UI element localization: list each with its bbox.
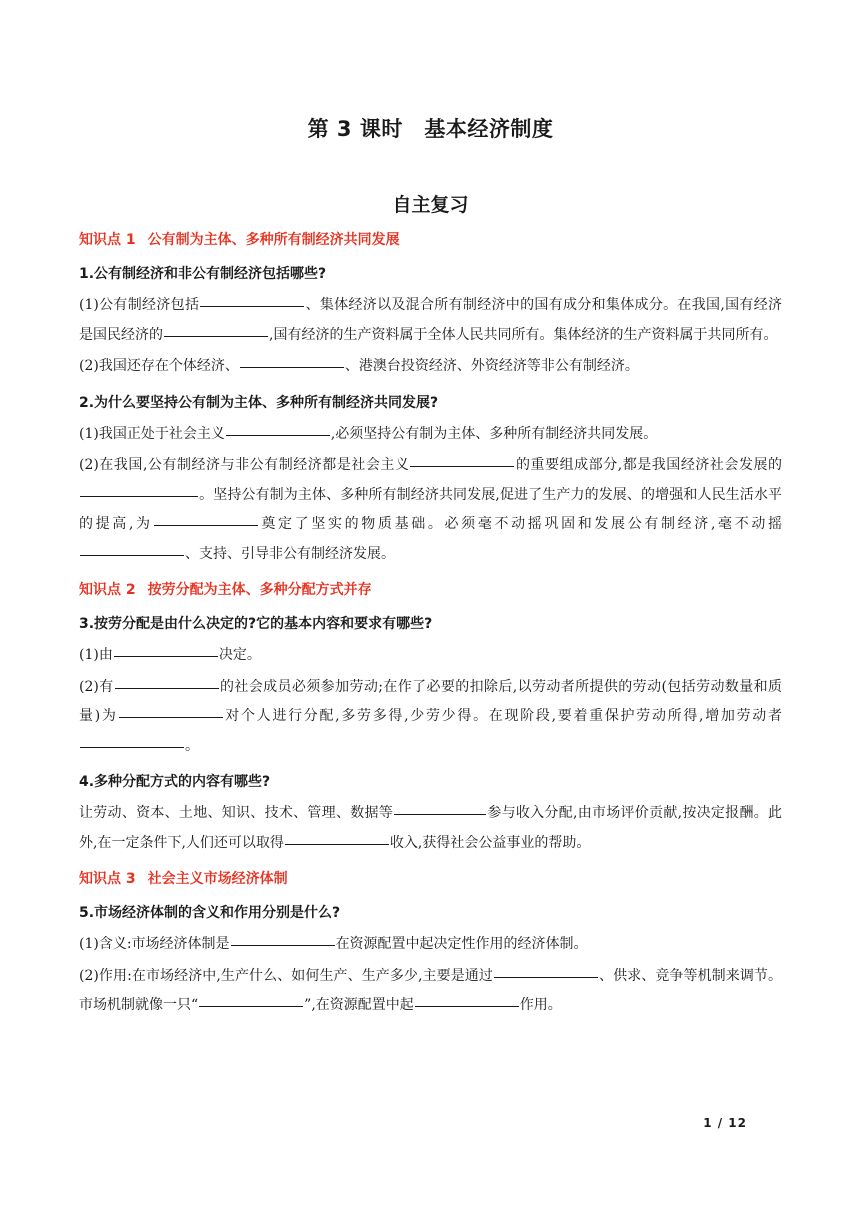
text-segment: (2)我国还存在个体经济、 — [79, 358, 239, 374]
fill-blank[interactable] — [80, 746, 184, 748]
question-2: 2.为什么要坚持公有制为主体、多种所有制经济共同发展? — [79, 394, 439, 411]
fill-blank[interactable] — [199, 1005, 303, 1007]
question-4: 4.多种分配方式的内容有哪些? — [79, 774, 271, 790]
text-segment: 奠定了坚实的物质基础。必须毫不动摇巩固和发展公有制经济,毫不动摇 — [258, 516, 783, 532]
answer-paragraph — [79, 641, 782, 671]
answer-paragraph — [79, 420, 782, 450]
text-segment: ,必须坚持公有制为主体、多种所有制经济共同发展。 — [330, 425, 658, 442]
kp-text: 公有制为主体、多种所有制经济共同发展 — [147, 232, 400, 248]
text-segment: (2)在我国,公有制经济与非公有制经济都是社会主义 — [79, 457, 410, 473]
text-segment: (1)含义:市场经济体制是 — [79, 936, 230, 952]
text-segment: 作用。 — [519, 997, 562, 1013]
text-segment: 的社会成员必须参加劳动;在作了必要的扣除后,以劳动者所提供的劳动(包括劳动数量和质量)为 — [79, 678, 782, 724]
text-segment: 、集体经济以及混合所有制经济中的国有成分和集体成分。在我国,国有经济是国民经济的 — [79, 297, 782, 343]
question-1: 1.公有制经济和非公有制经济包括哪些? — [79, 266, 327, 282]
answer-paragraph — [79, 930, 782, 960]
page-number: 1 / 12 — [703, 1116, 747, 1130]
answer-paragraph — [79, 962, 782, 1021]
fill-blank[interactable] — [285, 843, 389, 845]
text-segment: 对个人进行分配,多劳多得,少劳少得。在现阶段,要着重保护劳动所得,增加劳动者 — [223, 708, 782, 724]
answer-paragraph — [79, 451, 782, 569]
lesson-title: 第 3 课时 基本经济制度 — [307, 117, 554, 141]
kp-text: 按劳分配为主体、多种分配方式并存 — [147, 582, 372, 598]
fill-blank[interactable] — [115, 687, 219, 689]
fill-blank[interactable] — [80, 495, 198, 497]
fill-blank[interactable] — [394, 813, 486, 815]
fill-blank[interactable] — [164, 335, 268, 337]
kp-number: 知识点 2 — [79, 582, 136, 598]
fill-blank[interactable] — [410, 465, 514, 467]
fill-blank[interactable] — [154, 524, 258, 526]
text-segment: 在资源配置中起决定性作用的经济体制。 — [335, 936, 588, 952]
text-segment: 、港澳台投资经济、外资经济等非公有制经济。 — [344, 358, 639, 374]
text-segment: (1)公有制经济包括 — [79, 297, 200, 313]
text-segment: (1)我国正处于社会主义 — [79, 425, 225, 442]
text-segment: 、支持、引导非公有制经济发展。 — [185, 545, 395, 562]
text-segment: 。 — [185, 737, 199, 754]
text-segment: 的重要组成部分,都是我国经济社会发展的 — [515, 457, 783, 473]
knowledge-point-1 — [79, 227, 782, 253]
fill-blank[interactable] — [231, 944, 335, 946]
text-segment: 参与收入分配,由市场评价贡献,按决定报酬。此外,在一定条件下,人们还可以取得 — [79, 805, 782, 851]
knowledge-point-2 — [79, 577, 782, 603]
text-segment: 决定。 — [218, 647, 261, 663]
fill-blank[interactable] — [240, 366, 344, 368]
text-segment: (1)由 — [79, 647, 113, 663]
fill-blank[interactable] — [415, 1005, 519, 1007]
fill-blank[interactable] — [226, 434, 330, 436]
kp-number: 知识点 3 — [79, 871, 136, 887]
fill-blank[interactable] — [119, 716, 223, 718]
text-segment: 。坚持公有制为主体、多种所有制经济共同发展,促进了生产力的发展、 — [199, 486, 642, 503]
answer-paragraph — [79, 673, 782, 762]
fill-blank[interactable] — [494, 976, 598, 978]
text-segment: 的增强和人民生活水平的提高,为 — [79, 486, 783, 532]
kp-number: 知识点 1 — [79, 232, 136, 248]
text-segment: ”,在资源配置中起 — [304, 997, 414, 1013]
question-3: 3.按劳分配是由什么决定的?它的基本内容和要求有哪些? — [79, 616, 433, 632]
answer-paragraph — [79, 352, 782, 382]
text-segment: 收入,获得社会公益事业的帮助。 — [389, 834, 591, 851]
text-segment: ,国有经济的生产资料属于全体人民共同所有。集体经济的生产资料属于共同所有。 — [269, 326, 778, 343]
fill-blank[interactable] — [114, 655, 218, 657]
answer-paragraph — [79, 291, 782, 350]
text-segment: 、供求、竞争等机制来调节。市场机制就像一只“ — [79, 967, 783, 1013]
question-5: 5.市场经济体制的含义和作用分别是什么? — [79, 905, 341, 921]
knowledge-point-3 — [79, 866, 782, 892]
text-segment: 让劳动、资本、土地、知识、技术、管理、数据等 — [79, 805, 394, 821]
section-title: 自主复习 — [392, 194, 469, 216]
fill-blank[interactable] — [200, 305, 304, 307]
text-segment: (2)有 — [79, 678, 114, 695]
answer-paragraph — [79, 799, 782, 858]
fill-blank[interactable] — [80, 554, 184, 556]
page-content — [79, 112, 782, 1021]
text-segment: (2)作用:在市场经济中,生产什么、如何生产、生产多少,主要是通过 — [79, 967, 493, 984]
kp-text: 社会主义市场经济体制 — [147, 871, 288, 887]
